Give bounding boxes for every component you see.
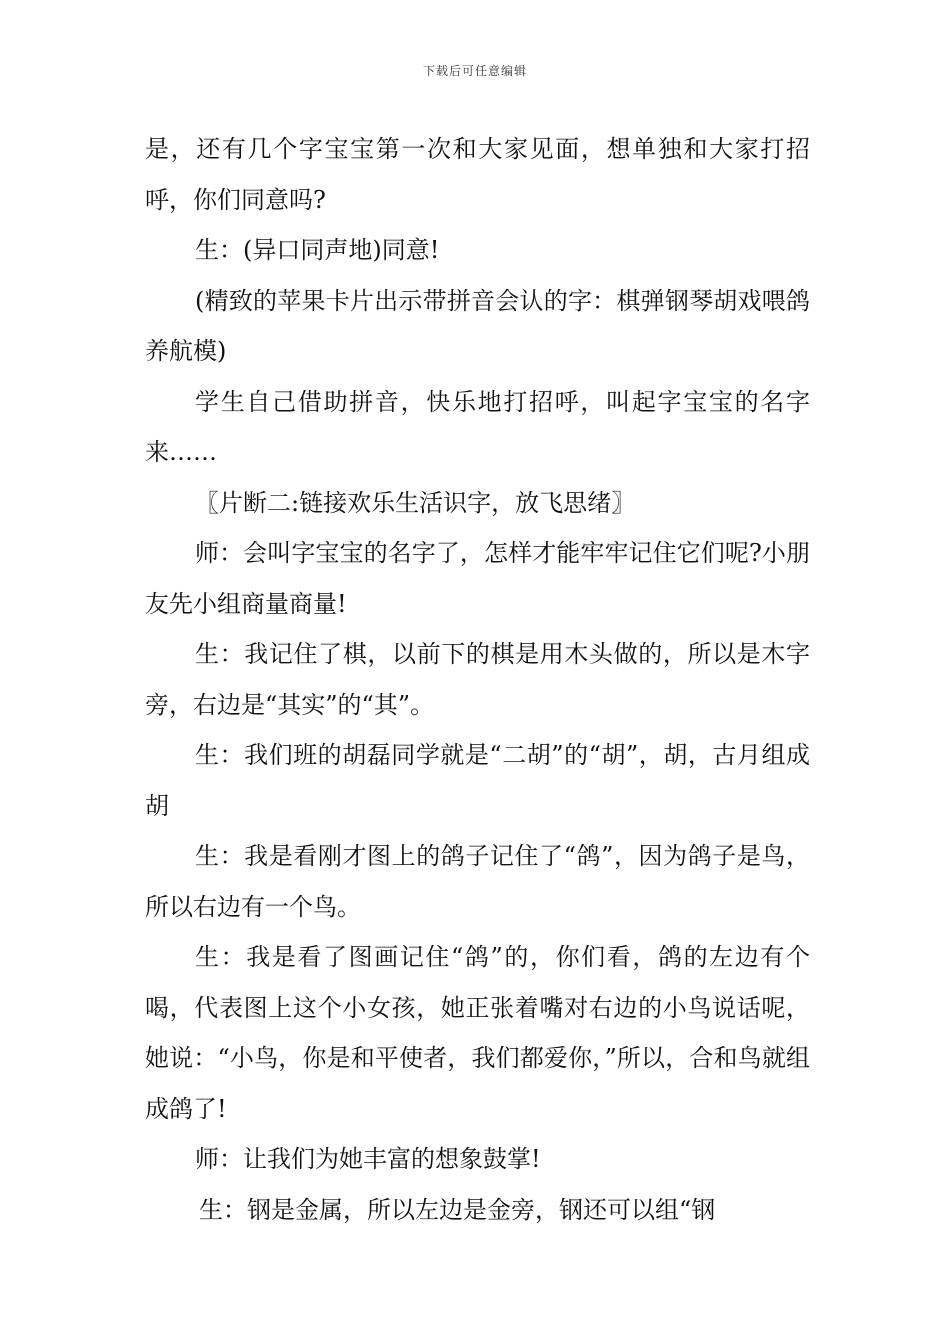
paragraph-teacher-question: 师：会叫字宝宝的名字了，怎样才能牢牢记住它们呢?小朋友先小组商量商量! [145,539,810,618]
paragraph-student-ge-picture: 生：我是看了图画记住“鸽”的，你们看，鸽的左边有个喝，代表图上这个小女孩，她正张着嘴对右边的小鸟说话呢，她说：“小鸟，你是和平使者，我们都爱你，”所以，合和鸟就组成鸽了! [145,943,810,1123]
page-header-note: 下载后可任意编辑 [422,64,527,78]
paragraph-card-display: (精致的苹果卡片出示带拼音会认的字：棋弹钢琴胡戏喂鸽养航模) [145,286,810,365]
paragraph-student-hu: 生：我们班的胡磊同学就是“二胡”的“胡”，胡，古月组成胡 [145,741,810,820]
paragraph-student-reply: 生：(异口同声地)同意! [195,236,440,264]
paragraph-teacher-praise: 师：让我们为她丰富的想象鼓掌! [195,1145,541,1173]
section-heading-fragment-two: 〖片断二:链接欢乐生活识字，放飞思绪〗 [195,488,636,517]
document-body [145,124,810,1235]
paragraph-student-ge-bird: 生：我是看刚才图上的鸽子记住了“鸽”，因为鸽子是鸟，所以右边有一个鸟。 [145,842,810,921]
paragraph-students-greet: 学生自己借助拼音，快乐地打招呼，叫起字宝宝的名字来…… [145,387,810,466]
paragraph-student-qi: 生：我记住了棋，以前下的棋是用木头做的，所以是木字旁，右边是“其实”的“其”。 [145,640,810,719]
paragraph-student-gang: 生：钢是金属，所以左边是金旁，钢还可以组“钢 [199,1195,716,1224]
paragraph-continuation: 是，还有几个字宝宝第一次和大家见面，想单独和大家打招呼，你们同意吗? [145,135,810,214]
